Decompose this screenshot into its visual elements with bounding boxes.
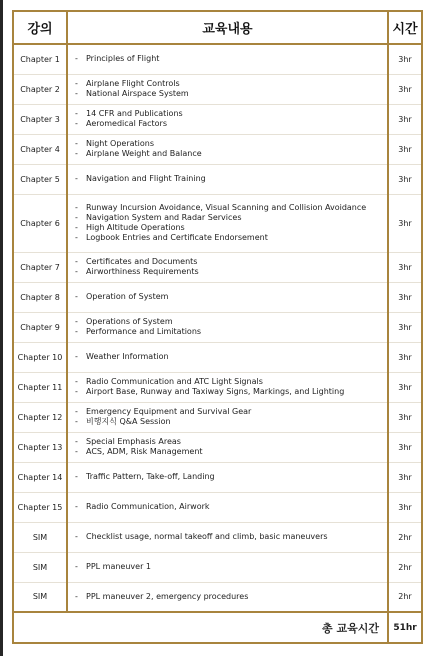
dash-bullet: - xyxy=(75,213,78,222)
content-cell xyxy=(67,312,388,342)
content-list-item xyxy=(75,407,387,417)
content-list-item xyxy=(75,149,387,159)
dash-bullet: - xyxy=(75,562,78,571)
header-lecture: 강의 xyxy=(13,11,67,44)
content-list-item xyxy=(75,257,387,267)
dash-bullet: - xyxy=(75,174,78,183)
content-item-text: Weather Information xyxy=(86,352,169,361)
hours-cell: 3hr xyxy=(388,134,422,164)
table-row xyxy=(13,462,422,492)
total-hours: 51hr xyxy=(388,612,422,643)
content-list-item xyxy=(75,592,387,602)
content-list-item xyxy=(75,437,387,447)
dash-bullet: - xyxy=(75,377,78,386)
dash-bullet: - xyxy=(75,591,78,601)
dash-bullet: - xyxy=(75,317,78,326)
dash-bullet: - xyxy=(75,437,78,446)
dash-bullet: - xyxy=(75,292,78,301)
dash-bullet: - xyxy=(75,223,78,232)
content-item-text: PPL maneuver 1 xyxy=(86,562,151,571)
dash-bullet: - xyxy=(75,502,78,511)
content-cell xyxy=(67,134,388,164)
lecture-cell: Chapter 11 xyxy=(13,372,67,402)
content-item-text: Performance and Limitations xyxy=(86,327,202,336)
content-item-text: High Altitude Operations xyxy=(86,223,185,232)
content-item-text: Radio Communication, Airwork xyxy=(86,502,210,511)
table-row xyxy=(13,582,422,612)
content-item-text: Runway Incursion Avoidance, Visual Scanning and Collision Avoidance xyxy=(86,203,367,212)
dash-bullet: - xyxy=(75,54,78,64)
dash-bullet: - xyxy=(75,267,78,276)
content-list-item xyxy=(75,223,387,233)
content-list-item xyxy=(75,54,387,64)
content-item-text: Airworthiness Requirements xyxy=(86,267,199,276)
content-list-item xyxy=(75,89,387,99)
content-list-item xyxy=(75,447,387,457)
table-row xyxy=(13,44,422,74)
left-edge-bar xyxy=(0,0,3,656)
content-item-text: ACS, ADM, Risk Management xyxy=(86,447,203,456)
hours-cell: 3hr xyxy=(388,432,422,462)
lecture-cell: Chapter 9 xyxy=(13,312,67,342)
content-cell xyxy=(67,372,388,402)
hours-cell: 3hr xyxy=(388,282,422,312)
dash-bullet: - xyxy=(75,472,78,481)
content-cell xyxy=(67,492,388,522)
content-item-text: Special Emphasis Areas xyxy=(86,437,181,446)
dash-bullet: - xyxy=(75,203,78,212)
content-list-item xyxy=(75,327,387,337)
hours-cell: 3hr xyxy=(388,462,422,492)
content-list-item xyxy=(75,472,387,482)
dash-bullet: - xyxy=(75,149,78,158)
hours-cell: 3hr xyxy=(388,164,422,194)
lecture-cell: Chapter 4 xyxy=(13,134,67,164)
lecture-cell: SIM xyxy=(13,552,67,582)
content-cell xyxy=(67,282,388,312)
content-list-item xyxy=(75,377,387,387)
content-item-text: National Airspace System xyxy=(86,89,189,98)
dash-bullet: - xyxy=(75,109,78,118)
lecture-cell: Chapter 2 xyxy=(13,74,67,104)
hours-cell: 3hr xyxy=(388,194,422,252)
content-item-text: Radio Communication and ATC Light Signals xyxy=(86,377,263,386)
hours-cell: 3hr xyxy=(388,44,422,74)
content-item-text: Navigation and Flight Training xyxy=(86,174,206,183)
content-cell xyxy=(67,164,388,194)
dash-bullet: - xyxy=(75,532,78,541)
content-cell xyxy=(67,552,388,582)
content-cell xyxy=(67,462,388,492)
content-cell xyxy=(67,252,388,282)
lecture-cell: Chapter 15 xyxy=(13,492,67,522)
dash-bullet: - xyxy=(75,79,78,88)
content-list-item xyxy=(75,417,387,427)
content-cell xyxy=(67,582,388,612)
content-cell xyxy=(67,432,388,462)
table-header xyxy=(13,11,422,44)
content-item-text: PPL maneuver 2, emergency procedures xyxy=(86,591,249,601)
content-list-item xyxy=(75,213,387,223)
content-list-item xyxy=(75,532,387,542)
table-row xyxy=(13,312,422,342)
table-row xyxy=(13,282,422,312)
content-item-text: Emergency Equipment and Survival Gear xyxy=(86,407,252,416)
content-list-item xyxy=(75,139,387,149)
content-item-text: Navigation System and Radar Services xyxy=(86,213,242,222)
hours-cell: 3hr xyxy=(388,492,422,522)
table-row xyxy=(13,252,422,282)
lecture-cell: Chapter 12 xyxy=(13,402,67,432)
content-item-text: Checklist usage, normal takeoff and climb, basic maneuvers xyxy=(86,532,328,541)
content-list-item xyxy=(75,119,387,129)
header-content: 교육내용 xyxy=(67,11,388,44)
dash-bullet: - xyxy=(75,407,78,416)
lecture-cell: Chapter 10 xyxy=(13,342,67,372)
dash-bullet: - xyxy=(75,89,78,98)
content-cell xyxy=(67,74,388,104)
dash-bullet: - xyxy=(75,447,78,456)
content-cell xyxy=(67,402,388,432)
content-list-item xyxy=(75,109,387,119)
table-row xyxy=(13,372,422,402)
table-row xyxy=(13,522,422,552)
dash-bullet: - xyxy=(75,119,78,128)
total-label: 총 교육시간 xyxy=(13,612,388,643)
content-cell xyxy=(67,44,388,74)
content-item-text: Night Operations xyxy=(86,139,155,148)
hours-cell: 2hr xyxy=(388,522,422,552)
hours-cell: 3hr xyxy=(388,342,422,372)
table-row xyxy=(13,402,422,432)
header-hours: 시간 xyxy=(388,11,422,44)
lecture-cell: Chapter 5 xyxy=(13,164,67,194)
content-item-text: Logbook Entries and Certificate Endorsement xyxy=(86,233,268,242)
table-row xyxy=(13,432,422,462)
dash-bullet: - xyxy=(75,352,78,361)
content-list-item xyxy=(75,292,387,302)
content-list-item xyxy=(75,203,387,213)
content-item-text: Airplane Weight and Balance xyxy=(86,149,202,158)
dash-bullet: - xyxy=(75,387,78,396)
lecture-cell: SIM xyxy=(13,522,67,552)
table-row xyxy=(13,164,422,194)
table-row xyxy=(13,552,422,582)
content-item-text: Aeromedical Factors xyxy=(86,119,167,128)
content-item-text: Airplane Flight Controls xyxy=(86,79,180,88)
content-list-item xyxy=(75,352,387,362)
dash-bullet: - xyxy=(75,139,78,148)
dash-bullet: - xyxy=(75,233,78,242)
curriculum-table xyxy=(12,10,423,644)
total-row xyxy=(13,612,422,643)
lecture-cell: Chapter 8 xyxy=(13,282,67,312)
hours-cell: 3hr xyxy=(388,252,422,282)
table-row xyxy=(13,492,422,522)
content-cell xyxy=(67,104,388,134)
dash-bullet: - xyxy=(75,257,78,266)
lecture-cell: Chapter 6 xyxy=(13,194,67,252)
content-list-item xyxy=(75,317,387,327)
table-footer xyxy=(13,612,422,643)
table-body xyxy=(13,44,422,612)
content-item-text: Certificates and Documents xyxy=(86,257,198,266)
content-list-item xyxy=(75,387,387,397)
content-list-item xyxy=(75,267,387,277)
dash-bullet: - xyxy=(75,417,78,426)
header-row xyxy=(13,11,422,44)
hours-cell: 3hr xyxy=(388,104,422,134)
dash-bullet: - xyxy=(75,327,78,336)
hours-cell: 3hr xyxy=(388,74,422,104)
content-item-text: Airport Base, Runway and Taxiway Signs, Markings, and Lighting xyxy=(86,387,345,396)
lecture-cell: Chapter 7 xyxy=(13,252,67,282)
content-list-item xyxy=(75,562,387,572)
content-list-item xyxy=(75,502,387,512)
hours-cell: 3hr xyxy=(388,372,422,402)
content-item-text: 비행지식 Q&A Session xyxy=(86,417,171,426)
hours-cell: 3hr xyxy=(388,312,422,342)
content-item-text: Traffic Pattern, Take-off, Landing xyxy=(86,472,215,481)
table-row xyxy=(13,134,422,164)
hours-cell: 2hr xyxy=(388,552,422,582)
lecture-cell: Chapter 1 xyxy=(13,44,67,74)
hours-cell: 3hr xyxy=(388,402,422,432)
table-row xyxy=(13,194,422,252)
content-cell xyxy=(67,342,388,372)
hours-cell: 2hr xyxy=(388,582,422,612)
content-list-item xyxy=(75,79,387,89)
content-list-item xyxy=(75,174,387,184)
table-row xyxy=(13,342,422,372)
content-item-text: Operations of System xyxy=(86,317,173,326)
table-row xyxy=(13,104,422,134)
content-item-text: Operation of System xyxy=(86,292,169,301)
content-item-text: 14 CFR and Publications xyxy=(86,109,183,118)
content-item-text: Principles of Flight xyxy=(86,54,160,64)
lecture-cell: Chapter 14 xyxy=(13,462,67,492)
table-row xyxy=(13,74,422,104)
lecture-cell: Chapter 3 xyxy=(13,104,67,134)
content-cell xyxy=(67,522,388,552)
lecture-cell: SIM xyxy=(13,582,67,612)
lecture-cell: Chapter 13 xyxy=(13,432,67,462)
content-list-item xyxy=(75,233,387,243)
content-cell xyxy=(67,194,388,252)
